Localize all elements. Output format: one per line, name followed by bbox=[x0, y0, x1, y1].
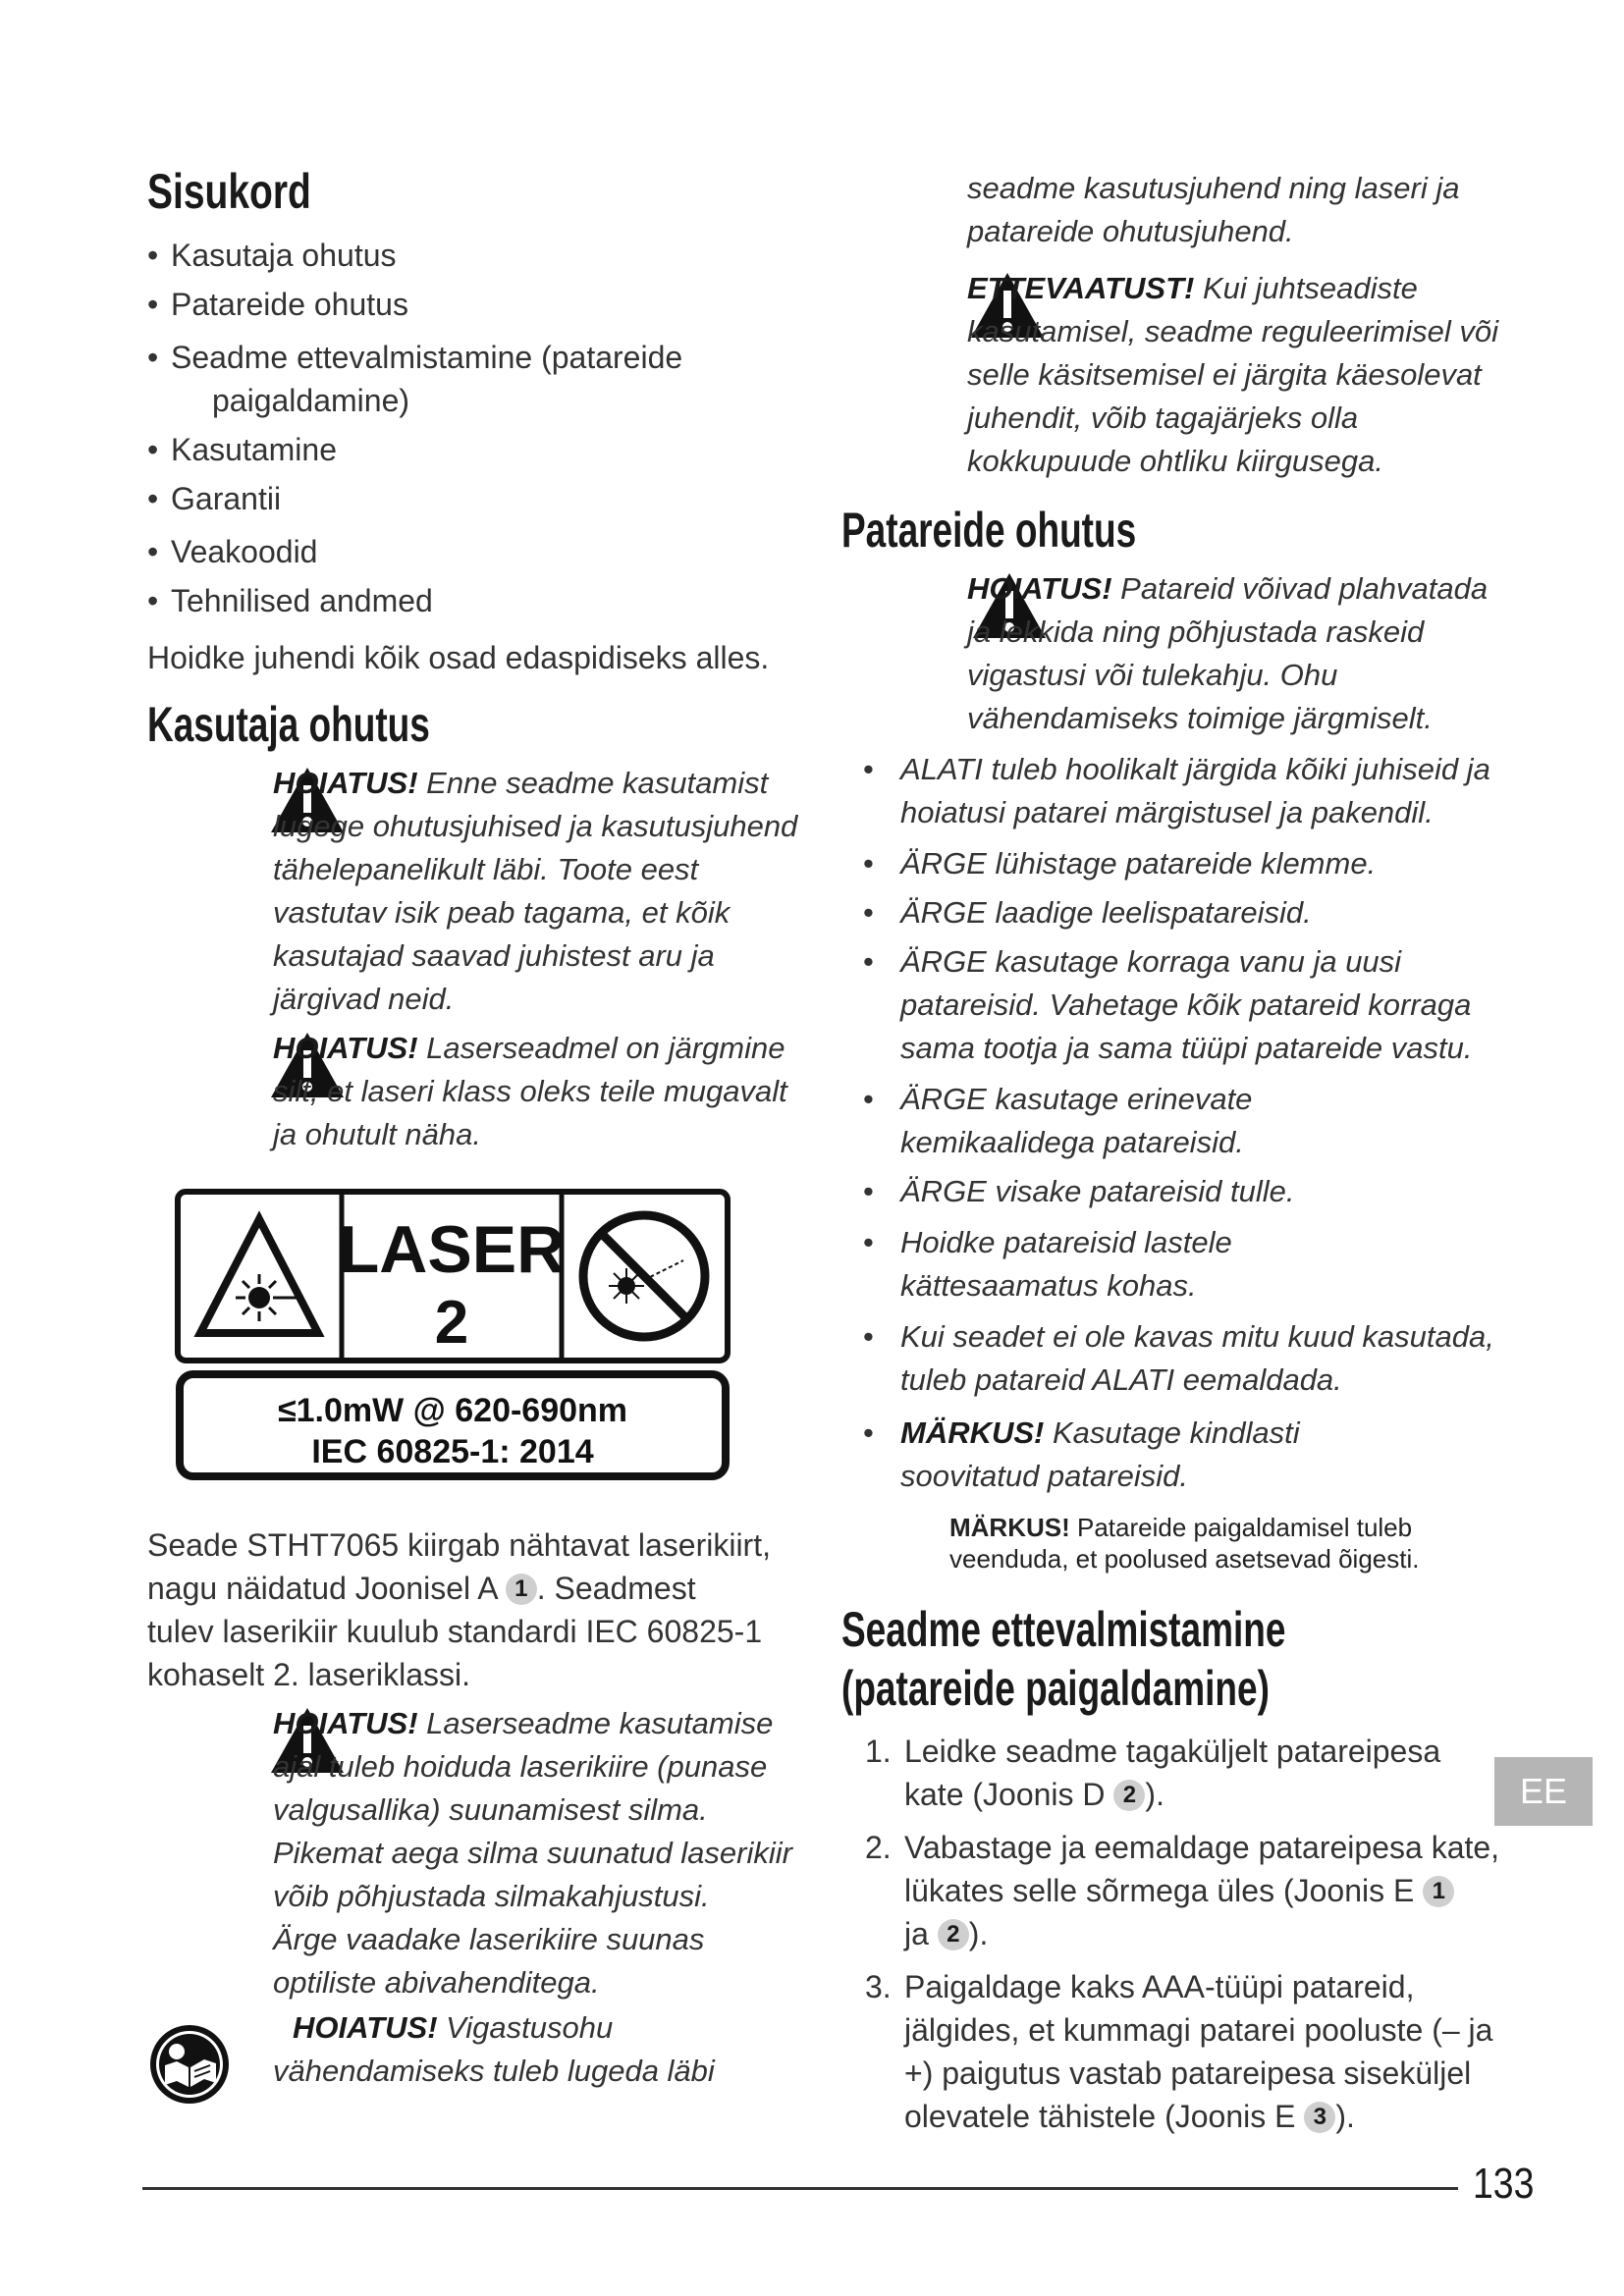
battery-safety-list bbox=[841, 748, 1509, 1498]
toc-item[interactable]: • Kasutaja ohutus bbox=[147, 238, 397, 273]
list-item: • Kui seadet ei ole kavas mitu kuud kasutada, tuleb patareid ALATI eemaldada. bbox=[863, 1319, 1494, 1397]
list-item: • ÄRGE kasutage erinevate kemikaalidega patareisid. bbox=[863, 1082, 1253, 1159]
figure-ref-badge: 1 bbox=[506, 1574, 537, 1605]
laser-power: ≤1.0mW @ 620-690nm bbox=[277, 1392, 628, 1429]
toc-title: Sisukord bbox=[147, 164, 311, 219]
list-item: • ÄRGE visake patareisid tulle. bbox=[863, 1174, 1295, 1208]
preparation-steps bbox=[865, 1730, 1513, 2148]
figure-ref-badge: 1 bbox=[1423, 1876, 1454, 1907]
section-title-battery-safety: Patareide ohutus bbox=[841, 503, 1137, 558]
list-item: • ALATI tuleb hoolikalt järgida kõiki juhiseid ja hoiatusi patarei märgistusel ja pakendil. bbox=[863, 752, 1490, 829]
footer-divider bbox=[142, 2187, 1458, 2190]
toc-list bbox=[147, 234, 682, 622]
list-item: • ÄRGE kasutage korraga vanu ja uusi patareisid. Vahetage kõik patareid korraga sama tootja ja sama tüüpi patareide vastu. bbox=[863, 944, 1473, 1065]
toc-item[interactable]: • Veakoodid bbox=[147, 534, 318, 569]
read-manual-icon bbox=[147, 2022, 232, 2107]
list-item: 2. Vabastage ja eemaldage patareipesa kate, lükates selle sõrmega üles (Joonis E 1 ja 2 ). bbox=[865, 1830, 1500, 1951]
toc-item[interactable]: • Garantii bbox=[147, 481, 282, 516]
section-title-preparation: Seadme ettevalmistamine bbox=[841, 1602, 1286, 1657]
battery-install-note: MÄRKUS! Patareide paigaldamisel tuleb veenduda, et poolused asetsevad õigesti. bbox=[949, 1513, 1420, 1574]
list-item: • ÄRGE laadige leelispatareisid. bbox=[863, 895, 1312, 930]
warning-user-3: HOIATUS! Laserseadme kasutamise ajal tuleb hoiduda laserikiire (punase valgusallika) suunamisest silma. Pikemat aega silma suunatud laserikiir võib põhjustada silmakahjustusi. Ärge vaadake laserikiire suunas optiliste abivahenditega. bbox=[273, 1706, 792, 2000]
language-tab-badge: EE bbox=[1494, 1757, 1593, 1826]
laser-standard: IEC 60825-1: 2014 bbox=[311, 1433, 594, 1470]
toc-footer: Hoidke juhendi kõik osad edaspidiseks alles. bbox=[147, 640, 770, 675]
list-item: 1. Leidke seadme tagaküljelt patareipesa kate (Joonis D 2 ). bbox=[865, 1734, 1441, 1812]
figure-ref-badge: 2 bbox=[1113, 1780, 1145, 1811]
section-title-user-safety: Kasutaja ohutus bbox=[147, 697, 430, 752]
caution-radiation: ETTEVAATUST! Kui juhtseadiste kasutamisel, seadme reguleerimisel või selle käsitsemisel ei järgita käesolevat juhendit, võib tagajärjeks olla kokkupuude ohtliku kiirgusega. bbox=[967, 271, 1499, 478]
list-item: • ÄRGE lühistage patareide klemme. bbox=[863, 846, 1377, 881]
laser-class: 2 bbox=[434, 1289, 469, 1357]
list-item: • Hoidke patareisid lastele kättesaamatus kohas. bbox=[863, 1225, 1232, 1303]
laser-word: LASER bbox=[338, 1212, 566, 1287]
page-number: 133 bbox=[1473, 2160, 1535, 2208]
toc-item[interactable]: • Kasutamine bbox=[147, 432, 337, 467]
laser-class-label bbox=[173, 1188, 732, 1482]
figure-ref-badge: 3 bbox=[1304, 2102, 1335, 2133]
warning-user-2: HOIATUS! Laserseadmel on järgmine silt, et laseri klass oleks teile mugavalt ja ohutult näha. bbox=[273, 1031, 787, 1151]
list-item: 3. Paigaldage kaks AAA-tüüpi patareid, jälgides, et kummagi patarei pooluste (– ja +) paigutus vastab patareipesa siseküljel olevatele tähistele (Joonis E 3 ). bbox=[865, 1969, 1493, 2134]
warning-user-4: HOIATUS! Vigastusohu vähendamiseks tuleb lugeda läbi bbox=[273, 2010, 715, 2088]
warning-user-1: HOIATUS! Enne seadme kasutamist lugege ohutusjuhised ja kasutusjuhend tähelepanelikult läbi. Toote eest vastutav isik peab tagama, et kõik kasutajad saavad juhistest aru ja järgivad neid. bbox=[273, 766, 798, 1016]
toc-item[interactable]: • Patareide ohutus bbox=[147, 287, 408, 322]
manual-continuation: seadme kasutusjuhend ning laseri ja patareide ohutusjuhend. bbox=[967, 171, 1460, 248]
toc-item[interactable]: • Seadme ettevalmistamine (patareide paigaldamine) bbox=[147, 340, 683, 418]
section-title-preparation-sub: (patareide paigaldamine) bbox=[841, 1661, 1270, 1716]
warning-battery: HOIATUS! Patareid võivad plahvatada ja lekkida ning põhjustada raskeid vigastusi või tulekahju. Ohu vähendamiseks toimige järgmiselt. bbox=[967, 571, 1489, 735]
figure-ref-badge: 2 bbox=[938, 1919, 969, 1950]
laser-description: Seade STHT7065 kiirgab nähtavat laserikiirt, nagu näidatud Joonisel A 1 . Seadmest tulev laserikiir kuulub standardi IEC 60825-1 kohaselt 2. laseriklassi. bbox=[147, 1527, 771, 1692]
list-item: • MÄRKUS! Kasutage kindlasti soovitatud patareisid. bbox=[863, 1415, 1300, 1493]
toc-item[interactable]: • Tehnilised andmed bbox=[147, 583, 433, 618]
